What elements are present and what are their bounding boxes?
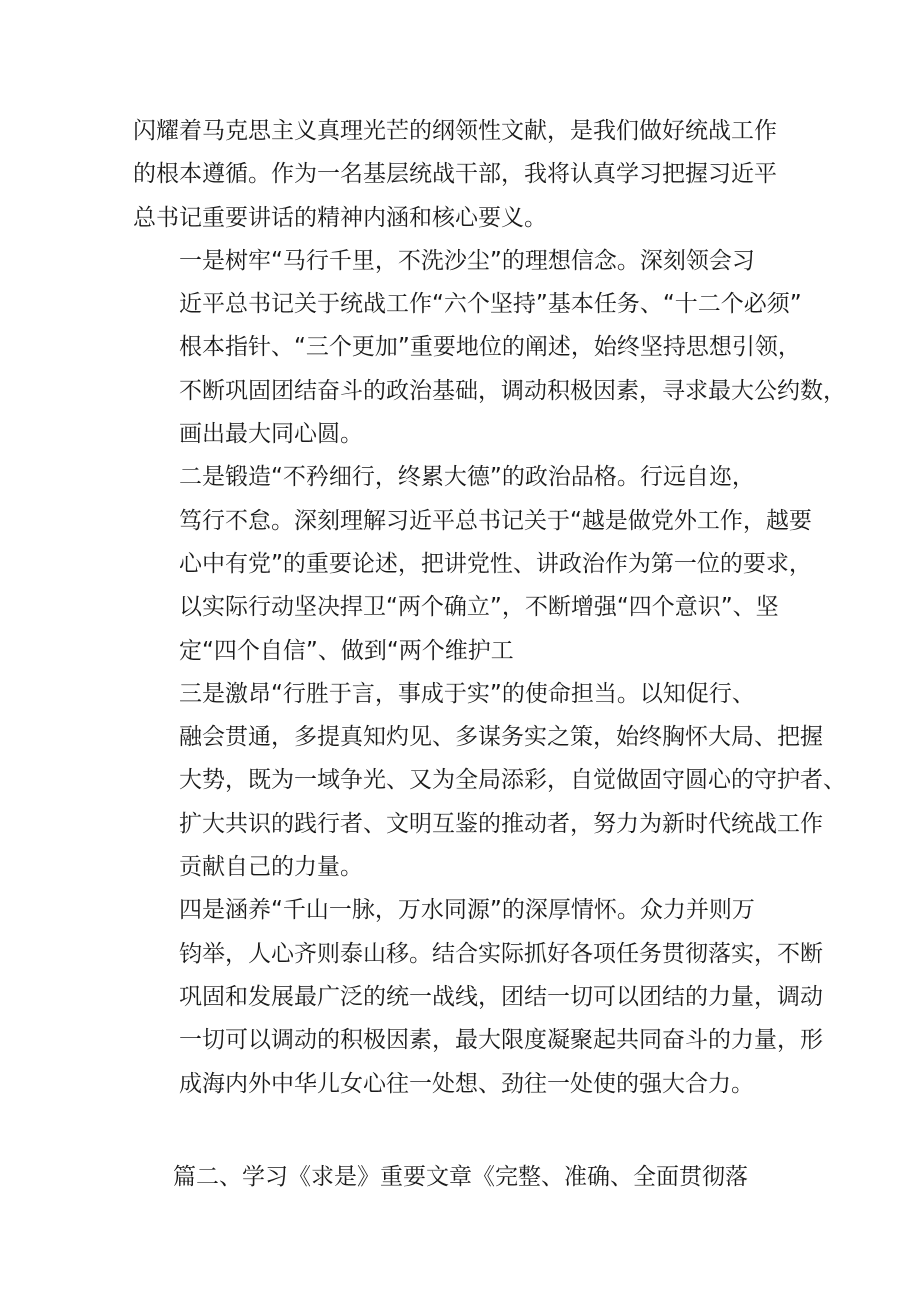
text-line: 一切可以调动的积极因素，最大限度凝聚起共同奋斗的力量，形: [179, 1027, 823, 1054]
text-line: 扩大共识的践行者、文明互鉴的推动者，努力为新时代统战工作: [179, 810, 823, 837]
document-body: [133, 110, 846, 1106]
text-line: 融会贯通，多提真知灼见、多谋务实之策，始终胸怀大局、把握: [179, 724, 823, 751]
paragraph: [133, 110, 803, 240]
text-line: 的根本遵循。作为一名基层统战干部，我将认真学习把握习近平: [133, 161, 777, 188]
text-line: 巩固和发展最广泛的统一战线，团结一切可以团结的力量，调动: [179, 983, 823, 1010]
paragraph: [133, 456, 812, 672]
paragraph: [133, 673, 846, 889]
text-line: 一是树牢“马行千里，不洗沙尘”的理想信念。深刻领会习: [179, 247, 755, 274]
text-line: 近平总书记关于统战工作“六个坚持”基本任务、“十二个必须”: [179, 291, 802, 318]
text-line: 钧举，人心齐则泰山移。结合实际抓好各项任务贯彻落实，不断: [179, 940, 823, 967]
text-line: 心中有党”的重要论述，把讲党性、讲政治作为第一位的要求，: [179, 550, 812, 577]
text-line: 不断巩固团结奋斗的政治基础，调动积极因素，寻求最大公约数，: [179, 377, 846, 404]
text-line: 大势，既为一域争光、又为全局添彩，自觉做固守圆心的守护者、: [179, 767, 846, 794]
paragraph: [133, 889, 823, 1105]
text-line: 四是涵养“千山一脉，万水同源”的深厚情怀。众力并则万: [179, 897, 755, 924]
text-line: 总书记重要讲话的精神内涵和核心要义。: [133, 204, 547, 231]
text-line: 三是激昂“行胜于言，事成于实”的使命担当。以知促行、: [179, 680, 755, 707]
text-line: 以实际行动坚决捍卫“两个确立”，不断增强“四个意识”、坚: [179, 594, 779, 621]
text-line: 画出最大同心圆。: [179, 421, 363, 448]
paragraph: [133, 240, 846, 456]
text-line: 根本指针、“三个更加”重要地位的阐述，始终坚持思想引领，: [179, 334, 801, 361]
text-line: 成海内外中华儿女心往一处想、劲往一处使的强大合力。: [179, 1070, 754, 1097]
text-line: 笃行不怠。深刻理解习近平总书记关于“越是做党外工作，越要: [179, 507, 812, 534]
section-heading: 篇二、学习《求是》重要文章《完整、准确、全面贯彻落: [173, 1164, 748, 1190]
text-line: 二是锻造“不矜细行，终累大德”的政治品格。行远自迩，: [179, 464, 755, 491]
text-line: 贡献自己的力量。: [179, 854, 363, 881]
text-line: 闪耀着马克思主义真理光芒的纲领性文献，是我们做好统战工作: [133, 118, 777, 144]
text-line: 定“四个自信”、做到“两个维护工: [179, 637, 514, 664]
